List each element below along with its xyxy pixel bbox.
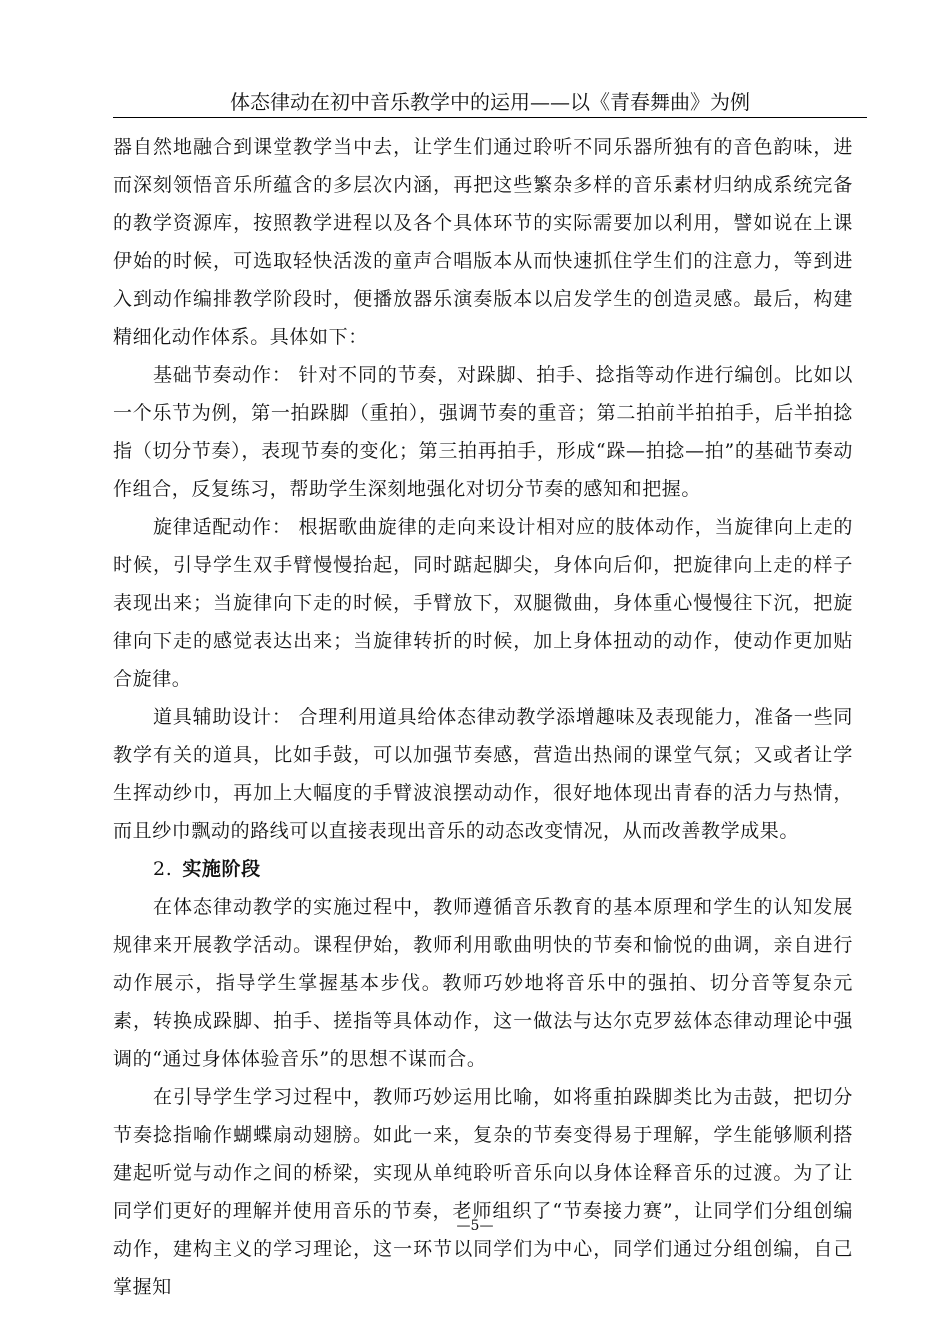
paragraph-implementation: 在体态律动教学的实施过程中，教师遵循音乐教育的基本原理和学生的认知发展规律来开展教学活动。课程伊始，教师利用歌曲明快的节奏和愉悦的曲调，亲自进行动作展示，指导学生掌握基本步伐。教师巧妙地将音乐中的强拍、切分音等复杂元素，转换成跺脚、拍手、搓指等具体动作，这一做法与达尔克罗兹体态律动理论中强调的“通过身体体验音乐”的思想不谋而合。	[113, 896, 853, 1070]
section-title: 实施阶段	[182, 858, 261, 880]
paragraph-melody-actions: 旋律适配动作： 根据歌曲旋律的走向来设计相对应的肢体动作，当旋律向上走的时候，引导学生双手臂慢慢抬起，同时踮起脚尖，身体向后仰，把旋律向上走的样子表现出来；当旋律向下走的时候，手臂放下，双腿微曲，身体重心慢慢往下沉，把旋律向下走的感觉表达出来；当旋律转折的时候，加上身体扭动的动作，使动作更加贴合旋律。	[113, 516, 853, 690]
paragraph-basic-rhythm: 基础节奏动作： 针对不同的节奏，对跺脚、拍手、捻指等动作进行编创。比如以一个乐节为例，第一拍跺脚（重拍），强调节奏的重音；第二拍前半拍拍手，后半拍捻指（切分节奏），表现节奏的变化；第三拍再拍手，形成“跺—拍捻—拍”的基础节奏动作组合，反复练习，帮助学生深刻地强化对切分节奏的感知和把握。	[113, 364, 853, 500]
section-number: 2.	[153, 858, 173, 880]
section-heading	[113, 850, 853, 888]
paragraph-props-design: 道具辅助设计： 合理利用道具给体态律动教学添增趣味及表现能力，准备一些同教学有关的道具，比如手鼓，可以加强节奏感，营造出热闹的课堂气氛；又或者让学生挥动纱巾，再加上大幅度的手臂波浪摆动动作，很好地体现出青春的活力与热情，而且纱巾飘动的路线可以直接表现出音乐的动态改变情况，从而改善教学成果。	[113, 706, 853, 842]
paragraph-continuation: 器自然地融合到课堂教学当中去，让学生们通过聆听不同乐器所独有的音色韵味，进而深刻领悟音乐所蕴含的多层次内涵，再把这些繁杂多样的音乐素材归纳成系统完备的教学资源库，按照教学进程以及各个具体环节的实际需要加以利用，譬如说在上课伊始的时候，可选取轻快活泼的童声合唱版本从而快速抓住学生们的注意力，等到进入到动作编排教学阶段时，便播放器乐演奏版本以启发学生的创造灵感。最后，构建精细化动作体系。具体如下：	[113, 136, 853, 348]
running-header: 体态律动在初中音乐教学中的运用——以《青春舞曲》为例	[230, 90, 750, 114]
document-body	[113, 128, 853, 1306]
paragraph-guidance: 在引导学生学习过程中，教师巧妙运用比喻，如将重拍跺脚类比为击鼓，把切分节奏捻指喻作蝴蝶扇动翅膀。如此一来，复杂的节奏变得易于理解，学生能够顺利搭建起听觉与动作之间的桥梁，实现从单纯聆听音乐向以身体诠释音乐的过渡。为了让同学们更好的理解并使用音乐的节奏，老师组织了“节奏接力赛”，让同学们分组创编动作，建构主义的学习理论，这一环节以同学们为中心，同学们通过分组创编，自己掌握知	[113, 1086, 853, 1298]
page-number: —5—	[456, 1218, 494, 1234]
header-rule	[113, 117, 867, 118]
